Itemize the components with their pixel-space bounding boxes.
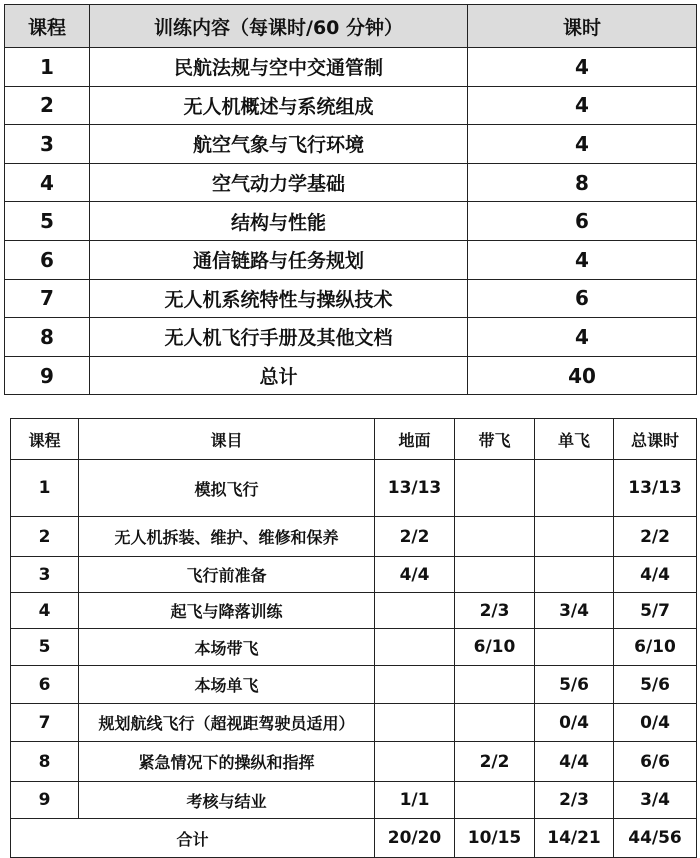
table-row bbox=[5, 86, 697, 125]
footer-label: 合计 bbox=[11, 819, 375, 858]
table-row bbox=[5, 356, 697, 395]
content-cell: 结构与性能 bbox=[90, 202, 468, 241]
solo-cell bbox=[535, 460, 614, 517]
hours-cell: 4 bbox=[468, 86, 697, 125]
subject-cell: 起飞与降落训练 bbox=[79, 593, 375, 629]
hours-cell: 6 bbox=[468, 279, 697, 318]
dual-cell: 2/3 bbox=[455, 593, 535, 629]
header-solo: 单飞 bbox=[535, 419, 614, 460]
total-cell: 5/7 bbox=[614, 593, 697, 629]
hours-cell: 4 bbox=[468, 240, 697, 279]
solo-cell: 2/3 bbox=[535, 782, 614, 819]
table-row bbox=[5, 279, 697, 318]
course-cell: 1 bbox=[11, 460, 79, 517]
subject-cell: 规划航线飞行（超视距驾驶员适用） bbox=[79, 704, 375, 742]
dual-cell bbox=[455, 704, 535, 742]
total-cell: 13/13 bbox=[614, 460, 697, 517]
footer-total: 44/56 bbox=[614, 819, 697, 858]
total-cell: 5/6 bbox=[614, 666, 697, 704]
course-cell: 4 bbox=[5, 163, 90, 202]
table-row bbox=[5, 48, 697, 87]
table-row bbox=[5, 202, 697, 241]
subject-cell: 本场带飞 bbox=[79, 629, 375, 666]
table-row bbox=[5, 318, 697, 357]
table-row bbox=[11, 742, 697, 782]
hours-cell: 6 bbox=[468, 202, 697, 241]
course-cell: 7 bbox=[5, 279, 90, 318]
total-cell: 6/6 bbox=[614, 742, 697, 782]
content-cell: 航空气象与飞行环境 bbox=[90, 125, 468, 164]
table-header-row bbox=[5, 5, 697, 48]
course-cell: 6 bbox=[11, 666, 79, 704]
table-row bbox=[5, 163, 697, 202]
table-row bbox=[5, 125, 697, 164]
table-row bbox=[11, 517, 697, 557]
total-cell: 2/2 bbox=[614, 517, 697, 557]
hours-cell: 40 bbox=[468, 356, 697, 395]
solo-cell: 0/4 bbox=[535, 704, 614, 742]
course-cell: 8 bbox=[5, 318, 90, 357]
solo-cell bbox=[535, 557, 614, 593]
course-cell: 9 bbox=[5, 356, 90, 395]
solo-cell: 5/6 bbox=[535, 666, 614, 704]
content-cell: 无人机系统特性与操纵技术 bbox=[90, 279, 468, 318]
header-subject: 课目 bbox=[79, 419, 375, 460]
header-ground: 地面 bbox=[375, 419, 455, 460]
solo-cell: 4/4 bbox=[535, 742, 614, 782]
footer-dual: 10/15 bbox=[455, 819, 535, 858]
table-row bbox=[11, 666, 697, 704]
solo-cell bbox=[535, 517, 614, 557]
course-cell: 5 bbox=[11, 629, 79, 666]
hours-cell: 4 bbox=[468, 48, 697, 87]
hours-cell: 8 bbox=[468, 163, 697, 202]
dual-cell bbox=[455, 517, 535, 557]
total-cell: 0/4 bbox=[614, 704, 697, 742]
table-header-row bbox=[11, 419, 697, 460]
table-row bbox=[11, 593, 697, 629]
content-cell: 通信链路与任务规划 bbox=[90, 240, 468, 279]
dual-cell: 2/2 bbox=[455, 742, 535, 782]
content-cell: 空气动力学基础 bbox=[90, 163, 468, 202]
ground-cell bbox=[375, 593, 455, 629]
theory-course-table bbox=[4, 4, 697, 395]
subject-cell: 飞行前准备 bbox=[79, 557, 375, 593]
table-row bbox=[11, 704, 697, 742]
subject-cell: 本场单飞 bbox=[79, 666, 375, 704]
course-cell: 9 bbox=[11, 782, 79, 819]
solo-cell: 3/4 bbox=[535, 593, 614, 629]
content-cell: 民航法规与空中交通管制 bbox=[90, 48, 468, 87]
ground-cell bbox=[375, 704, 455, 742]
content-cell: 无人机飞行手册及其他文档 bbox=[90, 318, 468, 357]
course-cell: 8 bbox=[11, 742, 79, 782]
header-dual: 带飞 bbox=[455, 419, 535, 460]
table-row bbox=[11, 629, 697, 666]
dual-cell bbox=[455, 557, 535, 593]
subject-cell: 考核与结业 bbox=[79, 782, 375, 819]
header-hours: 课时 bbox=[468, 5, 697, 48]
subject-cell: 模拟飞行 bbox=[79, 460, 375, 517]
content-cell: 总计 bbox=[90, 356, 468, 395]
table-row bbox=[11, 782, 697, 819]
ground-cell: 13/13 bbox=[375, 460, 455, 517]
course-cell: 7 bbox=[11, 704, 79, 742]
table-row bbox=[5, 240, 697, 279]
total-cell: 4/4 bbox=[614, 557, 697, 593]
subject-cell: 无人机拆装、维护、维修和保养 bbox=[79, 517, 375, 557]
ground-cell: 4/4 bbox=[375, 557, 455, 593]
course-cell: 3 bbox=[11, 557, 79, 593]
course-cell: 3 bbox=[5, 125, 90, 164]
solo-cell bbox=[535, 629, 614, 666]
hours-cell: 4 bbox=[468, 125, 697, 164]
header-course: 课程 bbox=[5, 5, 90, 48]
dual-cell: 6/10 bbox=[455, 629, 535, 666]
header-content: 训练内容（每课时/60 分钟） bbox=[90, 5, 468, 48]
course-cell: 1 bbox=[5, 48, 90, 87]
ground-cell: 2/2 bbox=[375, 517, 455, 557]
table-footer-row bbox=[11, 819, 697, 858]
ground-cell bbox=[375, 629, 455, 666]
dual-cell bbox=[455, 782, 535, 819]
total-cell: 3/4 bbox=[614, 782, 697, 819]
dual-cell bbox=[455, 460, 535, 517]
content-cell: 无人机概述与系统组成 bbox=[90, 86, 468, 125]
footer-solo: 14/21 bbox=[535, 819, 614, 858]
total-cell: 6/10 bbox=[614, 629, 697, 666]
subject-cell: 紧急情况下的操纵和指挥 bbox=[79, 742, 375, 782]
ground-cell: 1/1 bbox=[375, 782, 455, 819]
header-total: 总课时 bbox=[614, 419, 697, 460]
course-cell: 6 bbox=[5, 240, 90, 279]
table-row bbox=[11, 557, 697, 593]
flight-training-table bbox=[10, 418, 697, 858]
course-cell: 5 bbox=[5, 202, 90, 241]
course-cell: 2 bbox=[5, 86, 90, 125]
hours-cell: 4 bbox=[468, 318, 697, 357]
ground-cell bbox=[375, 742, 455, 782]
footer-ground: 20/20 bbox=[375, 819, 455, 858]
header-course: 课程 bbox=[11, 419, 79, 460]
ground-cell bbox=[375, 666, 455, 704]
table-row bbox=[11, 460, 697, 517]
course-cell: 4 bbox=[11, 593, 79, 629]
dual-cell bbox=[455, 666, 535, 704]
course-cell: 2 bbox=[11, 517, 79, 557]
